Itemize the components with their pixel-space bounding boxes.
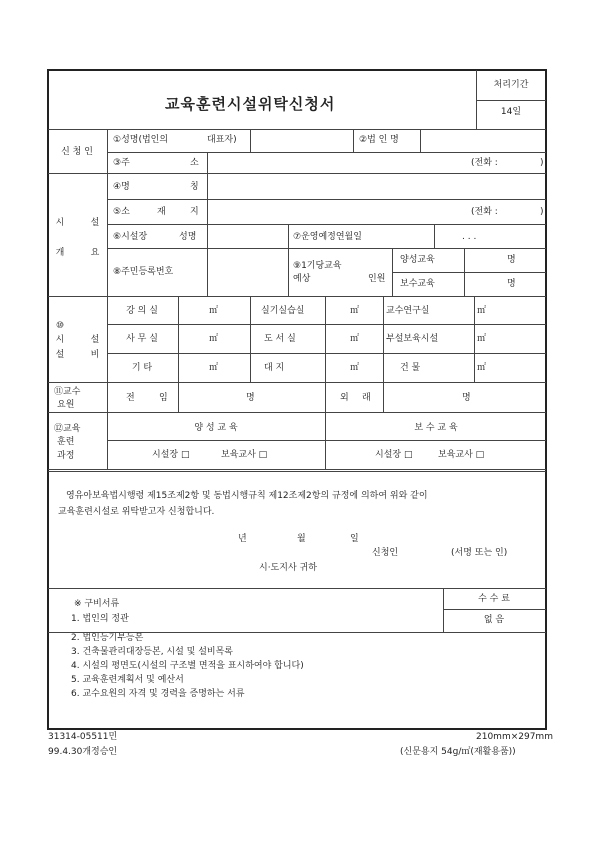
date-year: 년	[238, 534, 247, 544]
divider	[48, 471, 546, 472]
area-unit: ㎡	[209, 306, 219, 316]
divider	[476, 100, 546, 101]
training-course-header: 양 성 교 육	[194, 423, 238, 433]
divider	[48, 173, 546, 174]
document-item: 1. 법인의 정관	[71, 614, 129, 624]
director-label2: 성명	[179, 232, 197, 242]
course-label-3: 과정	[57, 451, 75, 461]
course-label-1: ⑫교육	[54, 424, 81, 434]
form-code: 31314-05511민	[48, 732, 118, 742]
divider	[48, 469, 546, 470]
area-unit: ㎡	[477, 306, 487, 316]
equipment-label-1: ⑩	[55, 321, 65, 331]
library-label: 도 서 실	[264, 334, 296, 344]
equipment-label-4: 설	[55, 350, 65, 360]
external-label: 외	[340, 393, 349, 403]
area-unit: ㎡	[209, 363, 219, 373]
training-teacher-option[interactable]: 보육교사 □	[221, 450, 268, 460]
document-item: 4. 시설의 평면도(시설의 구조별 면적을 표시하여야 합니다)	[71, 661, 304, 671]
divider	[107, 199, 546, 200]
childcare-facility-label: 부설보육시설	[386, 334, 439, 344]
facility-phone-label: (전화 :	[471, 207, 498, 217]
start-date-label: ⑦운영예정연월일	[293, 232, 362, 242]
divider	[48, 382, 546, 383]
processing-period-value: 14일	[500, 107, 522, 117]
building-label: 건 물	[400, 363, 421, 373]
applicant-section-label: 신 청 인	[61, 147, 93, 157]
addressee: 시·도지사 귀하	[259, 563, 317, 573]
divider	[178, 382, 179, 412]
document-item: 2. 법인등기부등본	[71, 633, 144, 643]
fee-label: 수 수 료	[478, 594, 510, 604]
refresher-teacher-option[interactable]: 보육교사 □	[438, 450, 485, 460]
land-label: 대 지	[264, 363, 285, 373]
equipment-label-2: 시	[55, 335, 65, 345]
divider	[107, 129, 108, 469]
reg-no-label: ⑧주민등록번호	[113, 267, 174, 277]
divider	[250, 129, 251, 152]
training-director-option[interactable]: 시설장 □	[152, 450, 190, 460]
location-label: ⑤소	[113, 207, 130, 217]
refresher-expected-unit: 명	[507, 279, 516, 289]
divider	[443, 609, 546, 610]
expected-label-2: 예상	[293, 274, 311, 284]
applicant-phone-label: (전화 :	[471, 158, 498, 168]
faculty-label-2: 요원	[57, 400, 75, 410]
overview-label-3: 개	[55, 248, 65, 258]
fulltime-label2: 임	[159, 393, 168, 403]
divider	[250, 296, 251, 382]
address-label2: 소	[190, 158, 199, 168]
fee-value: 없 음	[483, 615, 505, 625]
processing-period-label: 처리기간	[493, 80, 529, 90]
divider	[383, 296, 384, 382]
declaration-line-1: 영유아보육법시행령 제15조제2항 및 동법시행규칙 제12조제2항의 규정에 의하여 위와 같이	[66, 491, 428, 501]
expected-label-3: 인원	[368, 274, 386, 284]
divider	[353, 129, 354, 152]
area-unit: ㎡	[350, 334, 360, 344]
training-expected-unit: 명	[507, 255, 516, 265]
divider	[107, 324, 546, 325]
faculty-room-label: 교수연구실	[386, 306, 430, 316]
divider	[107, 224, 546, 225]
divider	[207, 152, 208, 173]
refresher-expected-label: 보수교육	[400, 279, 435, 289]
external-unit: 명	[462, 393, 471, 403]
overview-label-1: 시	[55, 218, 65, 228]
divider	[207, 173, 208, 296]
location-label2: 재	[157, 207, 166, 217]
faculty-label-1: ⑪교수	[54, 387, 81, 397]
divider	[48, 632, 546, 633]
divider	[443, 588, 444, 632]
equipment-label-5: 비	[90, 350, 100, 360]
divider	[325, 296, 326, 382]
facility-phone-close: )	[540, 207, 544, 217]
form-frame	[47, 69, 547, 730]
overview-label-4: 요	[90, 248, 100, 258]
documents-header: ※ 구비서류	[74, 599, 120, 609]
course-label-2: 훈련	[57, 437, 75, 447]
document-item: 3. 건축물관리대장등본, 시설 및 설비목록	[71, 647, 233, 657]
document-item: 5. 교육훈련계획서 및 예산서	[71, 675, 184, 685]
external-label2: 래	[362, 393, 371, 403]
area-unit: ㎡	[209, 334, 219, 344]
area-unit: ㎡	[477, 363, 487, 373]
divider	[420, 129, 421, 152]
divider	[392, 272, 546, 273]
divider	[48, 412, 546, 413]
address-label: ③주	[113, 158, 130, 168]
applicant-name-label: ①성명(법인의	[113, 135, 169, 145]
divider	[434, 224, 435, 248]
area-unit: ㎡	[477, 334, 487, 344]
facility-name-label: ④명	[113, 182, 130, 192]
overview-label-2: 설	[90, 218, 100, 228]
area-unit: ㎡	[350, 306, 360, 316]
divider	[48, 129, 546, 130]
director-label: ⑥시설장	[113, 232, 148, 242]
divider	[48, 588, 546, 589]
lecture-room-label: 강 의 실	[126, 306, 158, 316]
document-item: 6. 교수요원의 자격 및 경력을 증명하는 서류	[71, 689, 245, 699]
divider	[107, 248, 546, 249]
refresher-director-option[interactable]: 시설장 □	[375, 450, 413, 460]
refresher-course-header: 보 수 교 육	[414, 423, 458, 433]
divider	[48, 296, 546, 297]
approval-date: 99.4.30개정승인	[48, 747, 118, 757]
applicant-phone-close: )	[540, 158, 544, 168]
divider	[474, 296, 475, 382]
declaration-line-2: 교육훈련시설로 위탁받고자 신청합니다.	[58, 507, 215, 517]
office-label: 사 무 실	[126, 334, 158, 344]
divider	[383, 382, 384, 412]
form-title: 교육훈련시설위탁신청서	[165, 95, 336, 113]
paper-type: (신문용지 54g/㎡(재활용품))	[400, 747, 516, 757]
other-label: 기 타	[131, 363, 153, 373]
date-day: 일	[350, 534, 359, 544]
applicant-name-label2: 대표자)	[207, 135, 237, 145]
divider	[288, 224, 289, 296]
divider	[107, 353, 546, 354]
location-label3: 지	[190, 207, 199, 217]
signature-label: (서명 또는 인)	[451, 548, 508, 558]
equipment-label-3: 설	[90, 335, 100, 345]
divider	[178, 296, 179, 382]
expected-label-1: ⑨1기당교육	[293, 261, 342, 271]
start-date-dots: . . .	[462, 232, 477, 242]
corp-name-label: ②법 인 명	[359, 135, 399, 145]
facility-name-label2: 칭	[190, 182, 199, 192]
divider	[107, 440, 546, 441]
area-unit: ㎡	[350, 363, 360, 373]
fulltime-unit: 명	[246, 393, 255, 403]
date-month: 월	[297, 534, 306, 544]
paper-size: 210mm×297mm	[476, 732, 553, 742]
applicant-sign-label: 신청인	[372, 548, 399, 558]
divider	[325, 382, 326, 412]
fulltime-label: 전	[126, 393, 135, 403]
practice-room-label: 실기실습실	[261, 306, 305, 316]
training-expected-label: 양성교육	[400, 255, 435, 265]
divider	[107, 152, 546, 153]
